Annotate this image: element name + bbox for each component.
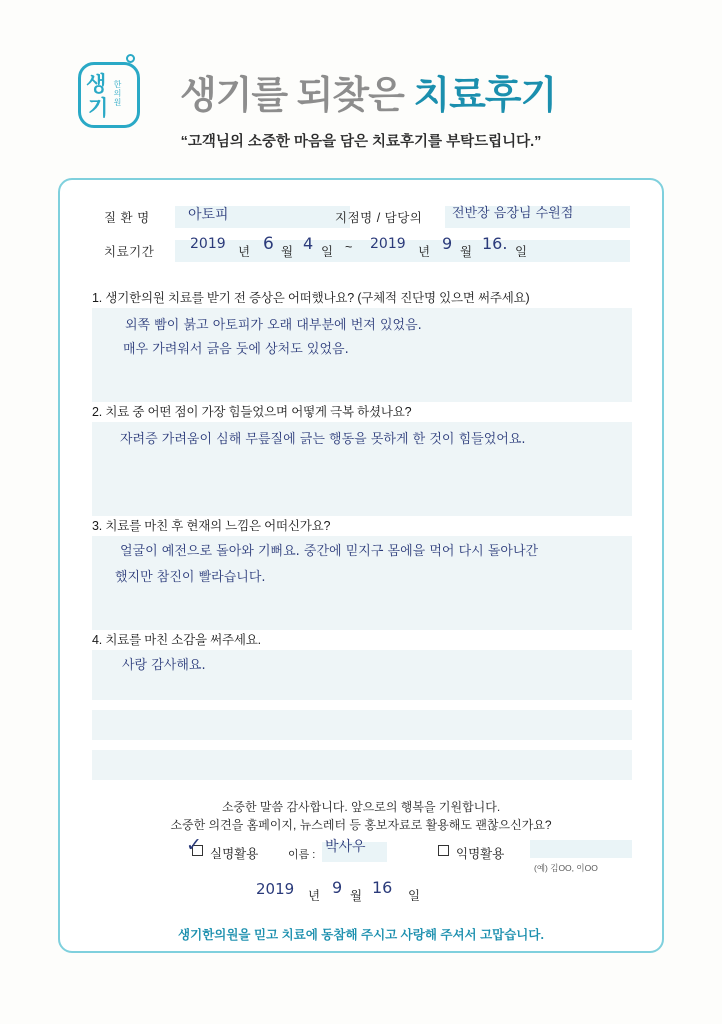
question-3-text: 치료를 마친 후 현재의 느낌은 어떠신가요?	[105, 519, 331, 533]
answer-3-line-1: 얼굴이 예전으로 돌아와 기뻐요. 중간에 믿지구 몸에을 먹어 다시 돌아나간	[120, 544, 539, 559]
branch-label: 지점명 / 담당의	[335, 211, 423, 225]
thanks-line-2: 소중한 의견을 홈페이지, 뉴스레터 등 홍보자료로 활용해도 괜찮으신가요?	[170, 818, 552, 832]
period-year-unit-1: 년	[238, 245, 251, 259]
page-title-accent: 치료후기	[413, 75, 557, 117]
logo-subtext: 한의원	[113, 80, 122, 107]
question-4	[92, 630, 261, 648]
checkbox-anonymous[interactable]	[438, 845, 449, 856]
date-day-unit: 일	[408, 889, 421, 903]
period-day-2: 16.	[482, 234, 508, 253]
question-1-number: 1.	[92, 291, 103, 305]
period-month-1: 6	[263, 234, 274, 254]
date-month: 9	[332, 878, 343, 897]
name-value: 박사우	[325, 839, 366, 855]
answer-1-line-2: 매우 가려워서 긁음 둣에 상처도 있었음.	[123, 342, 349, 357]
thanks-line-1: 소중한 말씀 감사합니다. 앞으로의 행복을 기원합니다.	[221, 800, 501, 814]
answer-2-line-1: 자려증 가려움이 심해 무릎질에 긁는 행동을 못하게 한 것이 힘들었어요.	[120, 432, 526, 447]
disease-label: 질 환 명	[104, 211, 150, 225]
question-2-text: 치료 중 어떤 점이 가장 힘들었으며 어떻게 극복 하셨나요?	[105, 405, 412, 419]
checkmark-real-name-icon: ✓	[186, 834, 202, 856]
answer-3-line-2: 했지만 참진이 빨라습니다.	[115, 570, 266, 585]
date-year: 2019	[256, 880, 295, 898]
disease-value: 아토피	[188, 207, 229, 223]
period-month-2: 9	[442, 234, 453, 253]
period-label: 치료기간	[104, 245, 155, 259]
anonymous-input[interactable]	[530, 840, 632, 858]
label-anonymous: 익명활용	[456, 847, 505, 861]
period-day-unit-2: 일	[515, 245, 528, 259]
date-day: 16	[372, 878, 393, 897]
answer-area-4-extra-1[interactable]	[92, 710, 632, 740]
period-year-unit-2: 년	[418, 245, 431, 259]
page-title	[180, 64, 556, 119]
branch-value: 전반장 음장님 수원점	[452, 206, 574, 221]
answer-1-line-1: 외쪽 빰이 붉고 아토피가 오래 대부분에 번져 있었음.	[125, 318, 422, 333]
question-3-number: 3.	[92, 519, 103, 533]
question-4-number: 4.	[92, 633, 103, 647]
question-1-text: 생기한의원 치료를 받기 전 증상은 어떠했나요? (구체적 진단명 있으면 써주세요)	[105, 291, 530, 305]
page-title-gray: 생기를 되찾은	[180, 75, 414, 117]
period-month-unit-2: 월	[460, 245, 473, 259]
form-container	[58, 178, 664, 953]
page-header	[0, 42, 722, 152]
clinic-logo	[78, 54, 148, 132]
label-real-name: 실명활용	[210, 847, 259, 861]
period-month-unit-1: 월	[281, 245, 294, 259]
date-month-unit: 월	[350, 889, 363, 903]
name-label: 이름 :	[288, 849, 316, 861]
period-day-unit-1: 일	[321, 245, 334, 259]
logo-text-top: 생	[86, 73, 106, 96]
question-3	[92, 516, 330, 534]
period-day-1: 4	[303, 234, 314, 253]
question-4-text: 치료를 마친 소감을 써주세요.	[105, 633, 261, 647]
question-2-number: 2.	[92, 405, 103, 419]
date-year-unit: 년	[308, 889, 321, 903]
answer-4-line-1: 사랑 감사해요.	[122, 658, 206, 673]
period-tilde: ~	[345, 240, 353, 254]
closing-message: 생기한의원을 믿고 치료에 동참해 주시고 사랑해 주셔서 고맙습니다.	[178, 928, 544, 942]
period-year-1: 2019	[190, 236, 226, 252]
question-2	[92, 402, 411, 420]
period-year-2: 2019	[370, 236, 406, 252]
page-subtitle: “고객님의 소중한 마음을 담은 치료후기를 부탁드립니다.”	[180, 134, 542, 150]
example-note: (예) 김OO, 이OO	[534, 863, 598, 873]
logo-text-bottom: 기	[88, 97, 109, 120]
question-1	[92, 288, 529, 306]
answer-area-4-extra-2[interactable]	[92, 750, 632, 780]
